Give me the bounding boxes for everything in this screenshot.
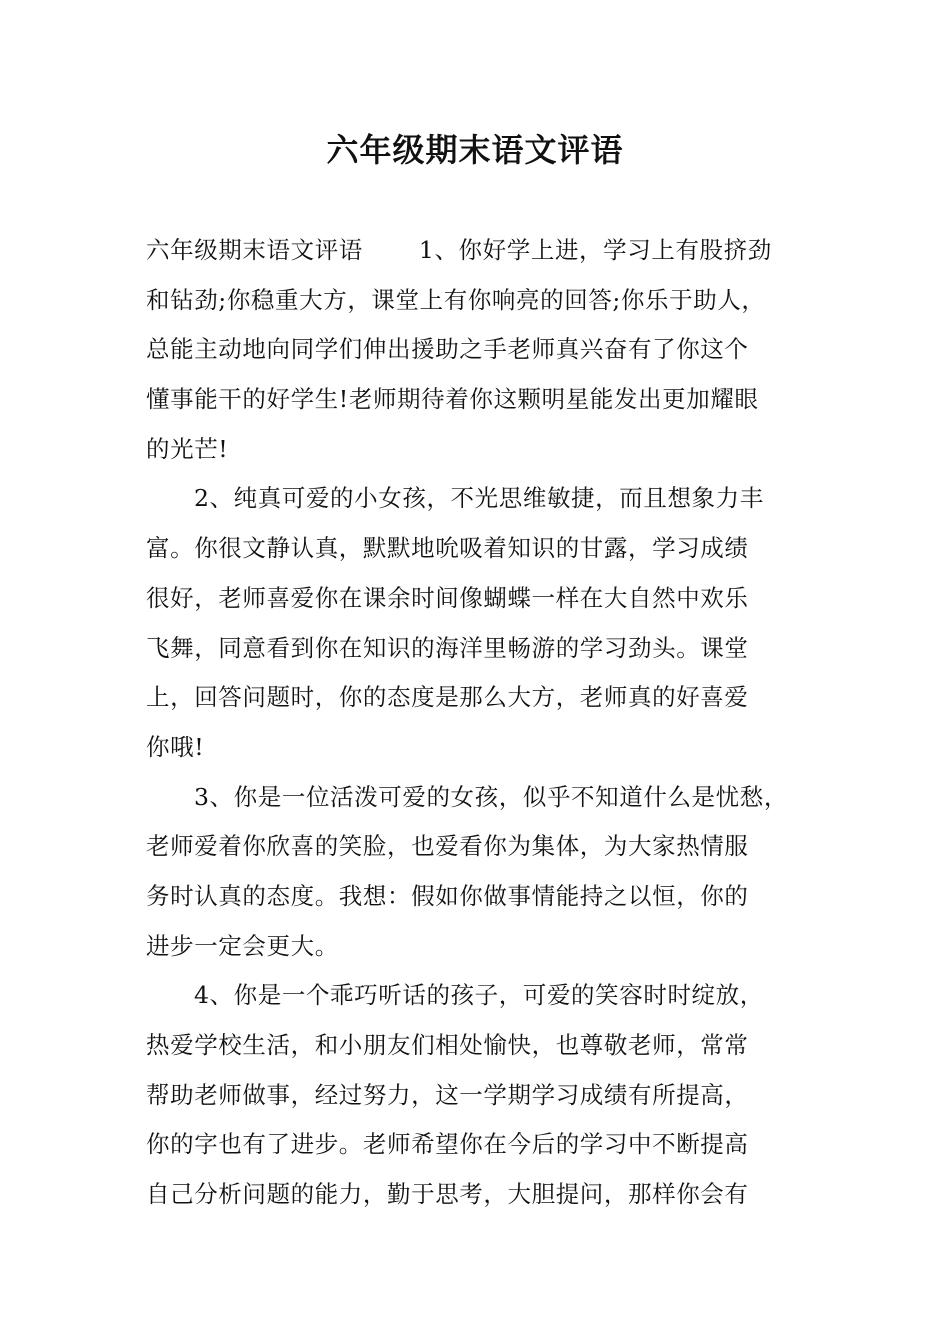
paragraph-4-line-2: 热爱学校生活，和小朋友们相处愉快，也尊敬老师，常常: [146, 1031, 749, 1059]
paragraph-2-line-2: 富。你很文静认真，默默地吮吸着知识的甘露，学习成绩: [146, 534, 749, 563]
paragraph-1-line-1: [146, 226, 814, 276]
paragraph-1-line-3: 总能主动地向同学们伸出援助之手老师真兴奋有了你这个: [146, 335, 749, 364]
paragraph-3-line-3: 务时认真的态度。我想：假如你做事情能持之以恒，你的: [146, 881, 749, 910]
paragraph-2-line-1: 2、纯真可爱的小女孩，不光思维敏捷，而且想象力丰: [194, 484, 764, 513]
paragraph-4-line-1: 4、你是一个乖巧听话的孩子，可爱的笑容时时绽放，: [194, 981, 764, 1010]
paragraph-4-line-4: 你的字也有了进步。老师希望你在今后的学习中不断提高: [146, 1130, 749, 1159]
paragraph-4-line-5: 自己分析问题的能力，勤于思考，大胆提问，那样你会有: [146, 1180, 749, 1209]
paragraph-4-line-3: 帮助老师做事，经过努力，这一学期学习成绩有所提高，: [146, 1080, 749, 1109]
paragraph-1-line-5: 的光芒!: [146, 434, 229, 463]
intro-heading: 六年级期末语文评语: [146, 236, 363, 264]
paragraph-3-line-2: 老师爱着你欣喜的笑脸，也爱看你为集体，为大家热情服: [146, 832, 749, 861]
paragraph-3-line-4: 进步一定会更大。: [146, 931, 339, 960]
paragraph-1-line-1-text: 1、你好学上进，学习上有股挤劲: [418, 236, 772, 264]
paragraph-2-line-4: 飞舞，同意看到你在知识的海洋里畅游的学习劲头。课堂: [146, 633, 749, 662]
paragraph-2-line-3: 很好，老师喜爱你在课余时间像蝴蝶一样在大自然中欢乐: [146, 583, 749, 612]
document-title: 六年级期末语文评语: [326, 131, 624, 169]
document-body: [146, 226, 814, 1220]
paragraph-1-line-4: 懂事能干的好学生!老师期待着你这颗明星能发出更加耀眼: [146, 385, 759, 414]
paragraph-1-line-2: 和钻劲;你稳重大方，课堂上有你响亮的回答;你乐于助人，: [146, 285, 766, 314]
paragraph-2-line-6: 你哦!: [146, 732, 205, 761]
paragraph-3-line-1: 3、你是一位活泼可爱的女孩，似乎不知道什么是忧愁，: [194, 782, 788, 811]
paragraph-2-line-5: 上，回答问题时，你的态度是那么大方，老师真的好喜爱: [146, 683, 749, 712]
